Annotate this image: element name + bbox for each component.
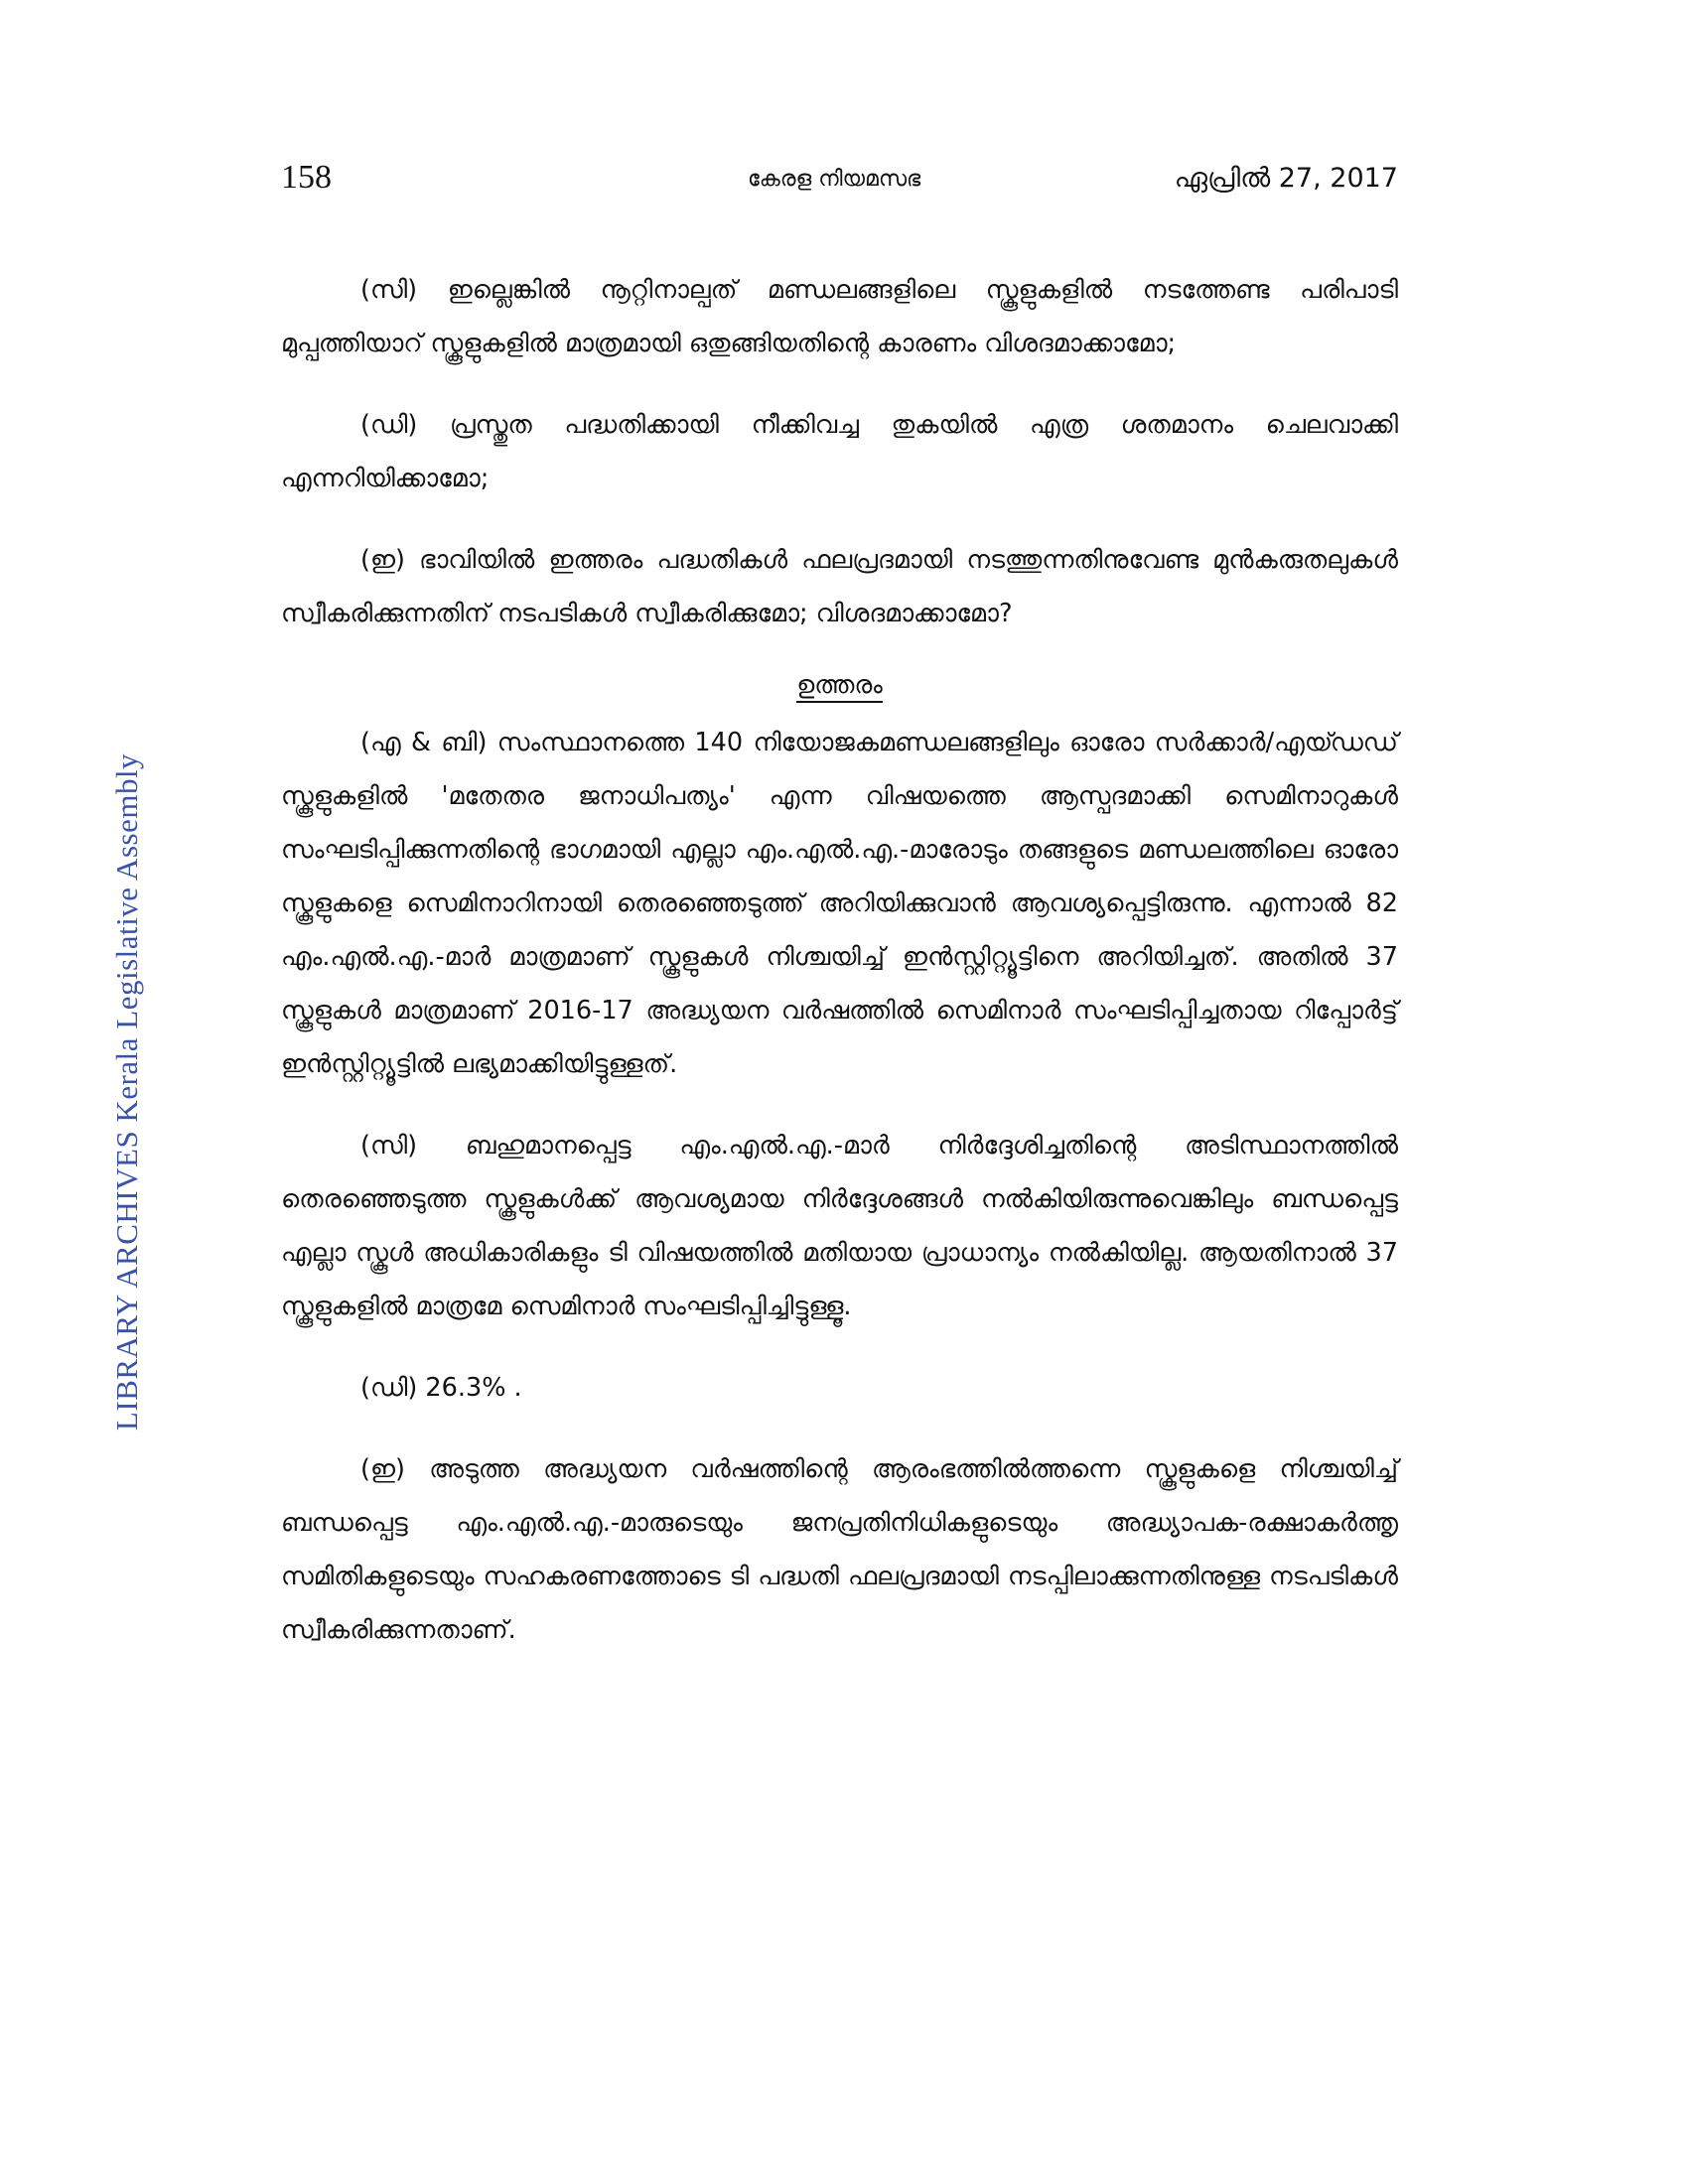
page-header — [281, 159, 1398, 208]
page-number: 158 — [281, 159, 332, 196]
answer-a-b: (എ & ബി) സംസ്ഥാനത്തെ 140 നിയോജകമണ്ഡലങ്ങളിലും ഓരോ സർക്കാർ/എയ്ഡഡ് സ്കൂളുകളിൽ 'മതേതര ജനാധിപത്യം' എന്ന വിഷയത്തെ ആസ്പദമാക്കി സെമിനാറുകൾ സംഘടിപ്പിക്കുന്നതിന്റെ ഭാഗമായി എല്ലാ എം.എൽ.എ.-മാരോടും തങ്ങളുടെ മണ്ഡലത്തിലെ ഓരോ സ്കൂളുകളെ സെമിനാറിനായി തെരഞ്ഞെടുത്ത് അറിയിക്കുവാൻ ആവശ്യപ്പെട്ടിരുന്നു. എന്നാൽ 82 എം.എൽ.എ.-മാർ മാത്രമാണ് സ്കൂളുകൾ നിശ്ചയിച്ച് ഇൻസ്റ്റിറ്റ്യൂട്ടിനെ അറിയിച്ചത്. അതിൽ 37 സ്കൂളുകൾ മാത്രമാണ് 2016-17 അദ്ധ്യയന വർഷത്തിൽ സെമിനാർ സംഘടിപ്പിച്ചതായ റിപ്പോർട്ട് ഇൻസ്റ്റിറ്റ്യൂട്ടിൽ ലഭ്യമാക്കിയിട്ടുള്ളത്. — [281, 728, 1398, 1079]
answer-d: (ഡി) 26.3% . — [360, 1373, 522, 1403]
assembly-name: കേരള നിയമസഭ — [748, 167, 921, 192]
question-e: (ഇ) ഭാവിയിൽ ഇത്തരം പദ്ധതികൾ ഫലപ്രദമായി നടത്തുന്നതിനുവേണ്ട മുൻകരുതലുകൾ സ്വീകരിക്കുന്നതിന് നടപടികൾ സ്വീകരിക്കുമോ; വിശദമാക്കാമോ? — [281, 545, 1398, 628]
answer-heading — [281, 660, 1398, 710]
answer-heading-text: ഉത്തരം — [796, 670, 883, 703]
archive-watermark: LIBRARY ARCHIVES Kerala Legislative Assembly — [109, 752, 144, 1432]
question-d: (ഡി) പ്രസ്തുത പദ്ധതിക്കായി നീക്കിവച്ച തുകയിൽ എത്ര ശതമാനം ചെലവാക്കി എന്നറിയിക്കാമോ; — [281, 410, 1398, 493]
document-body — [281, 263, 1398, 1685]
answer-c: (സി) ബഹുമാനപ്പെട്ട എം.എൽ.എ.-മാർ നിർദ്ദേശിച്ചതിന്റെ അടിസ്ഥാനത്തിൽ തെരഞ്ഞെടുത്ത സ്കൂളുകൾക്ക് ആവശ്യമായ നിർദ്ദേശങ്ങൾ നൽകിയിരുന്നുവെങ്കിലും ബന്ധപ്പെട്ട എല്ലാ സ്കൂൾ അധികാരികളും ടി വിഷയത്തിൽ മതിയായ പ്രാധാന്യം നൽകിയില്ല. ആയതിനാൽ 37 സ്കൂളുകളിൽ മാത്രമേ സെമിനാർ സംഘടിപ്പിച്ചിട്ടുള്ളൂ. — [281, 1131, 1398, 1321]
header-date: ഏപ്രിൽ 27, 2017 — [1174, 163, 1398, 194]
question-c: (സി) ഇല്ലെങ്കിൽ നൂറ്റിനാല്പത് മണ്ഡലങ്ങളിലെ സ്കൂളുകളിൽ നടത്തേണ്ട പരിപാടി മുപ്പത്തിയാറ് സ്കൂളുകളിൽ മാത്രമായി ഒതുങ്ങിയതിന്റെ കാരണം വിശദമാക്കാമോ; — [281, 275, 1398, 358]
answer-e: (ഇ) അടുത്ത അദ്ധ്യയന വർഷത്തിന്റെ ആരംഭത്തിൽത്തന്നെ സ്കൂളുകളെ നിശ്ചയിച്ച് ബന്ധപ്പെട്ട എം.എൽ.എ.-മാരുടെയും ജനപ്രതിനിധികളുടെയും അദ്ധ്യാപക-രക്ഷാകർത്തൃ സമിതികളുടെയും സഹകരണത്തോടെ ടി പദ്ധതി ഫലപ്രദമായി നടപ്പിലാക്കുന്നതിനുള്ള നടപടികൾ സ്വീകരിക്കുന്നതാണ്. — [281, 1454, 1398, 1645]
